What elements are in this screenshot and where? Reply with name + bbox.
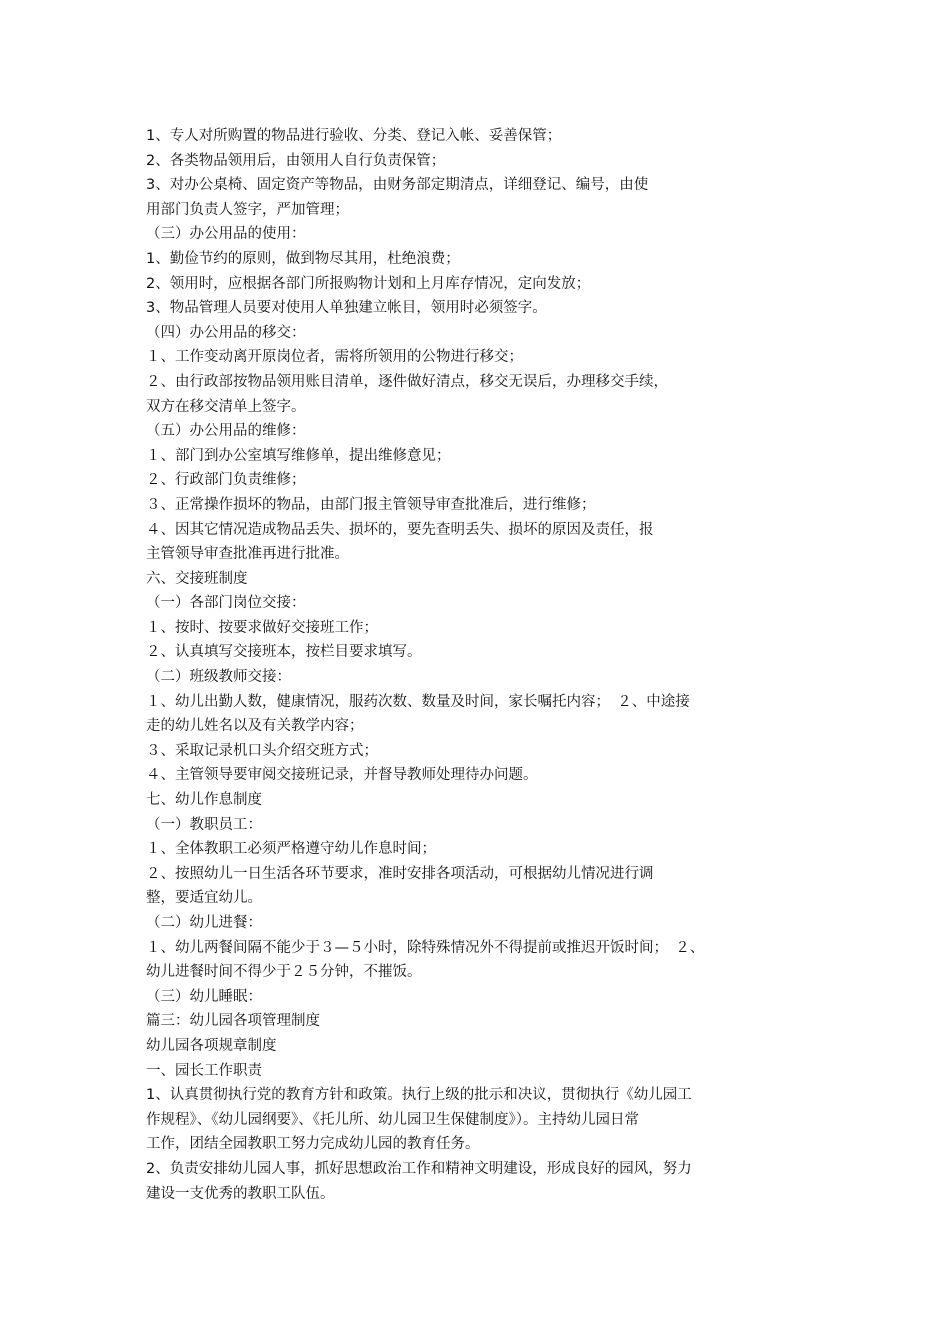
text-line: 1、专人对所购置的物品进行验收、分类、登记入帐、妥善保管； [146, 128, 562, 144]
text-line: （一）教职员工： [146, 816, 262, 833]
text-line: 2、领用时，应根据各部门所报购物计划和上月库存情况，定向发放； [146, 275, 591, 292]
text-line: １、幼儿出勤人数，健康情况，服药次数、数量及时间，家长嘱托内容； ２、中途接 [146, 693, 690, 710]
text-line: １、全体教职工必须严格遵守幼儿作息时间； [146, 841, 436, 858]
text-line: 幼儿园各项规章制度 [146, 1037, 277, 1054]
text-line: 一、园长工作职责 [146, 1062, 262, 1079]
text-line: 七、幼儿作息制度 [146, 792, 262, 809]
text-line: （五）办公用品的维修： [146, 423, 306, 440]
text-line: 走的幼儿姓名以及有关教学内容； [146, 718, 364, 735]
text-line: 六、交接班制度 [146, 570, 248, 587]
document-body [146, 124, 826, 1206]
text-line: ２、认真填写交接班本，按栏目要求填写。 [146, 644, 422, 661]
text-line: 1、勤俭节约的原则，做到物尽其用，杜绝浪费； [146, 250, 460, 267]
text-line: 主管领导审查批准再进行批准。 [146, 546, 349, 563]
text-line: 1、认真贯彻执行党的教育方针和政策。执行上级的批示和决议，贯彻执行《幼儿园工 [146, 1087, 692, 1104]
text-line: 2、各类物品领用后，由领用人自行负责保管； [146, 152, 446, 169]
text-line: １、部门到办公室填写维修单，提出维修意见； [146, 447, 451, 464]
text-line: ３、采取记录机口头介绍交班方式； [146, 742, 378, 759]
text-line: （三）幼儿睡眠： [146, 988, 262, 1005]
text-line: 建设一支优秀的教职工队伍。 [146, 1185, 335, 1202]
text-line: （一）各部门岗位交接： [146, 595, 306, 612]
text-line: ４、主管领导要审阅交接班记录，并督导教师处理待办问题。 [146, 767, 538, 784]
text-line: （四）办公用品的移交： [146, 324, 306, 341]
text-line: ２、行政部门负责维修； [146, 472, 306, 489]
text-line: 幼儿进餐时间不得少于２５分钟，不摧饭。 [146, 964, 422, 981]
text-line: 整，要适宜幼儿。 [146, 890, 262, 907]
text-line: ３、正常操作损坏的物品，由部门报主管领导审查批准后，进行维修； [146, 496, 596, 513]
text-line: １、幼儿两餐间隔不能少于３—５小时，除特殊情况外不得提前或推迟开饭时间； ２、 [146, 939, 705, 956]
text-line: ２、由行政部按物品领用账目清单，逐件做好清点，移交无误后，办理移交手续， [146, 373, 668, 390]
text-line: 工作，团结全园教职工努力完成幼儿园的教育任务。 [146, 1136, 480, 1153]
text-line: （二）幼儿进餐： [146, 915, 262, 931]
text-line: 用部门负责人签字，严加管理； [146, 201, 349, 218]
text-line: 篇三：幼儿园各项管理制度 [146, 1013, 320, 1030]
text-line: （三）办公用品的使用： [146, 226, 306, 243]
text-line: 2、负责安排幼儿园人事，抓好思想政治工作和精神文明建设，形成良好的园风，努力 [146, 1160, 692, 1177]
text-line: 3、对办公桌椅、固定资产等物品，由财务部定期清点，详细登记、编号，由使 [146, 177, 649, 194]
text-line: ２、按照幼儿一日生活各环节要求，准时安排各项活动，可根据幼儿情况进行调 [146, 865, 654, 882]
text-line: １、工作变动离开原岗位者，需将所领用的公物进行移交； [146, 349, 523, 366]
text-line: （二）班级教师交接： [146, 669, 291, 686]
text-line: 双方在移交清单上签字。 [146, 398, 306, 415]
text-line: 作规程》、《幼儿园纲要》、《托儿所、幼儿园卫生保健制度》）。主持幼儿园日常 [146, 1111, 639, 1128]
text-line: １、按时、按要求做好交接班工作； [146, 619, 378, 636]
text-line: 3、物品管理人员要对使用人单独建立帐目，领用时必须签字。 [146, 300, 547, 317]
text-line: ４、因其它情况造成物品丢失、损坏的，要先查明丢失、损坏的原因及责任，报 [146, 521, 654, 538]
